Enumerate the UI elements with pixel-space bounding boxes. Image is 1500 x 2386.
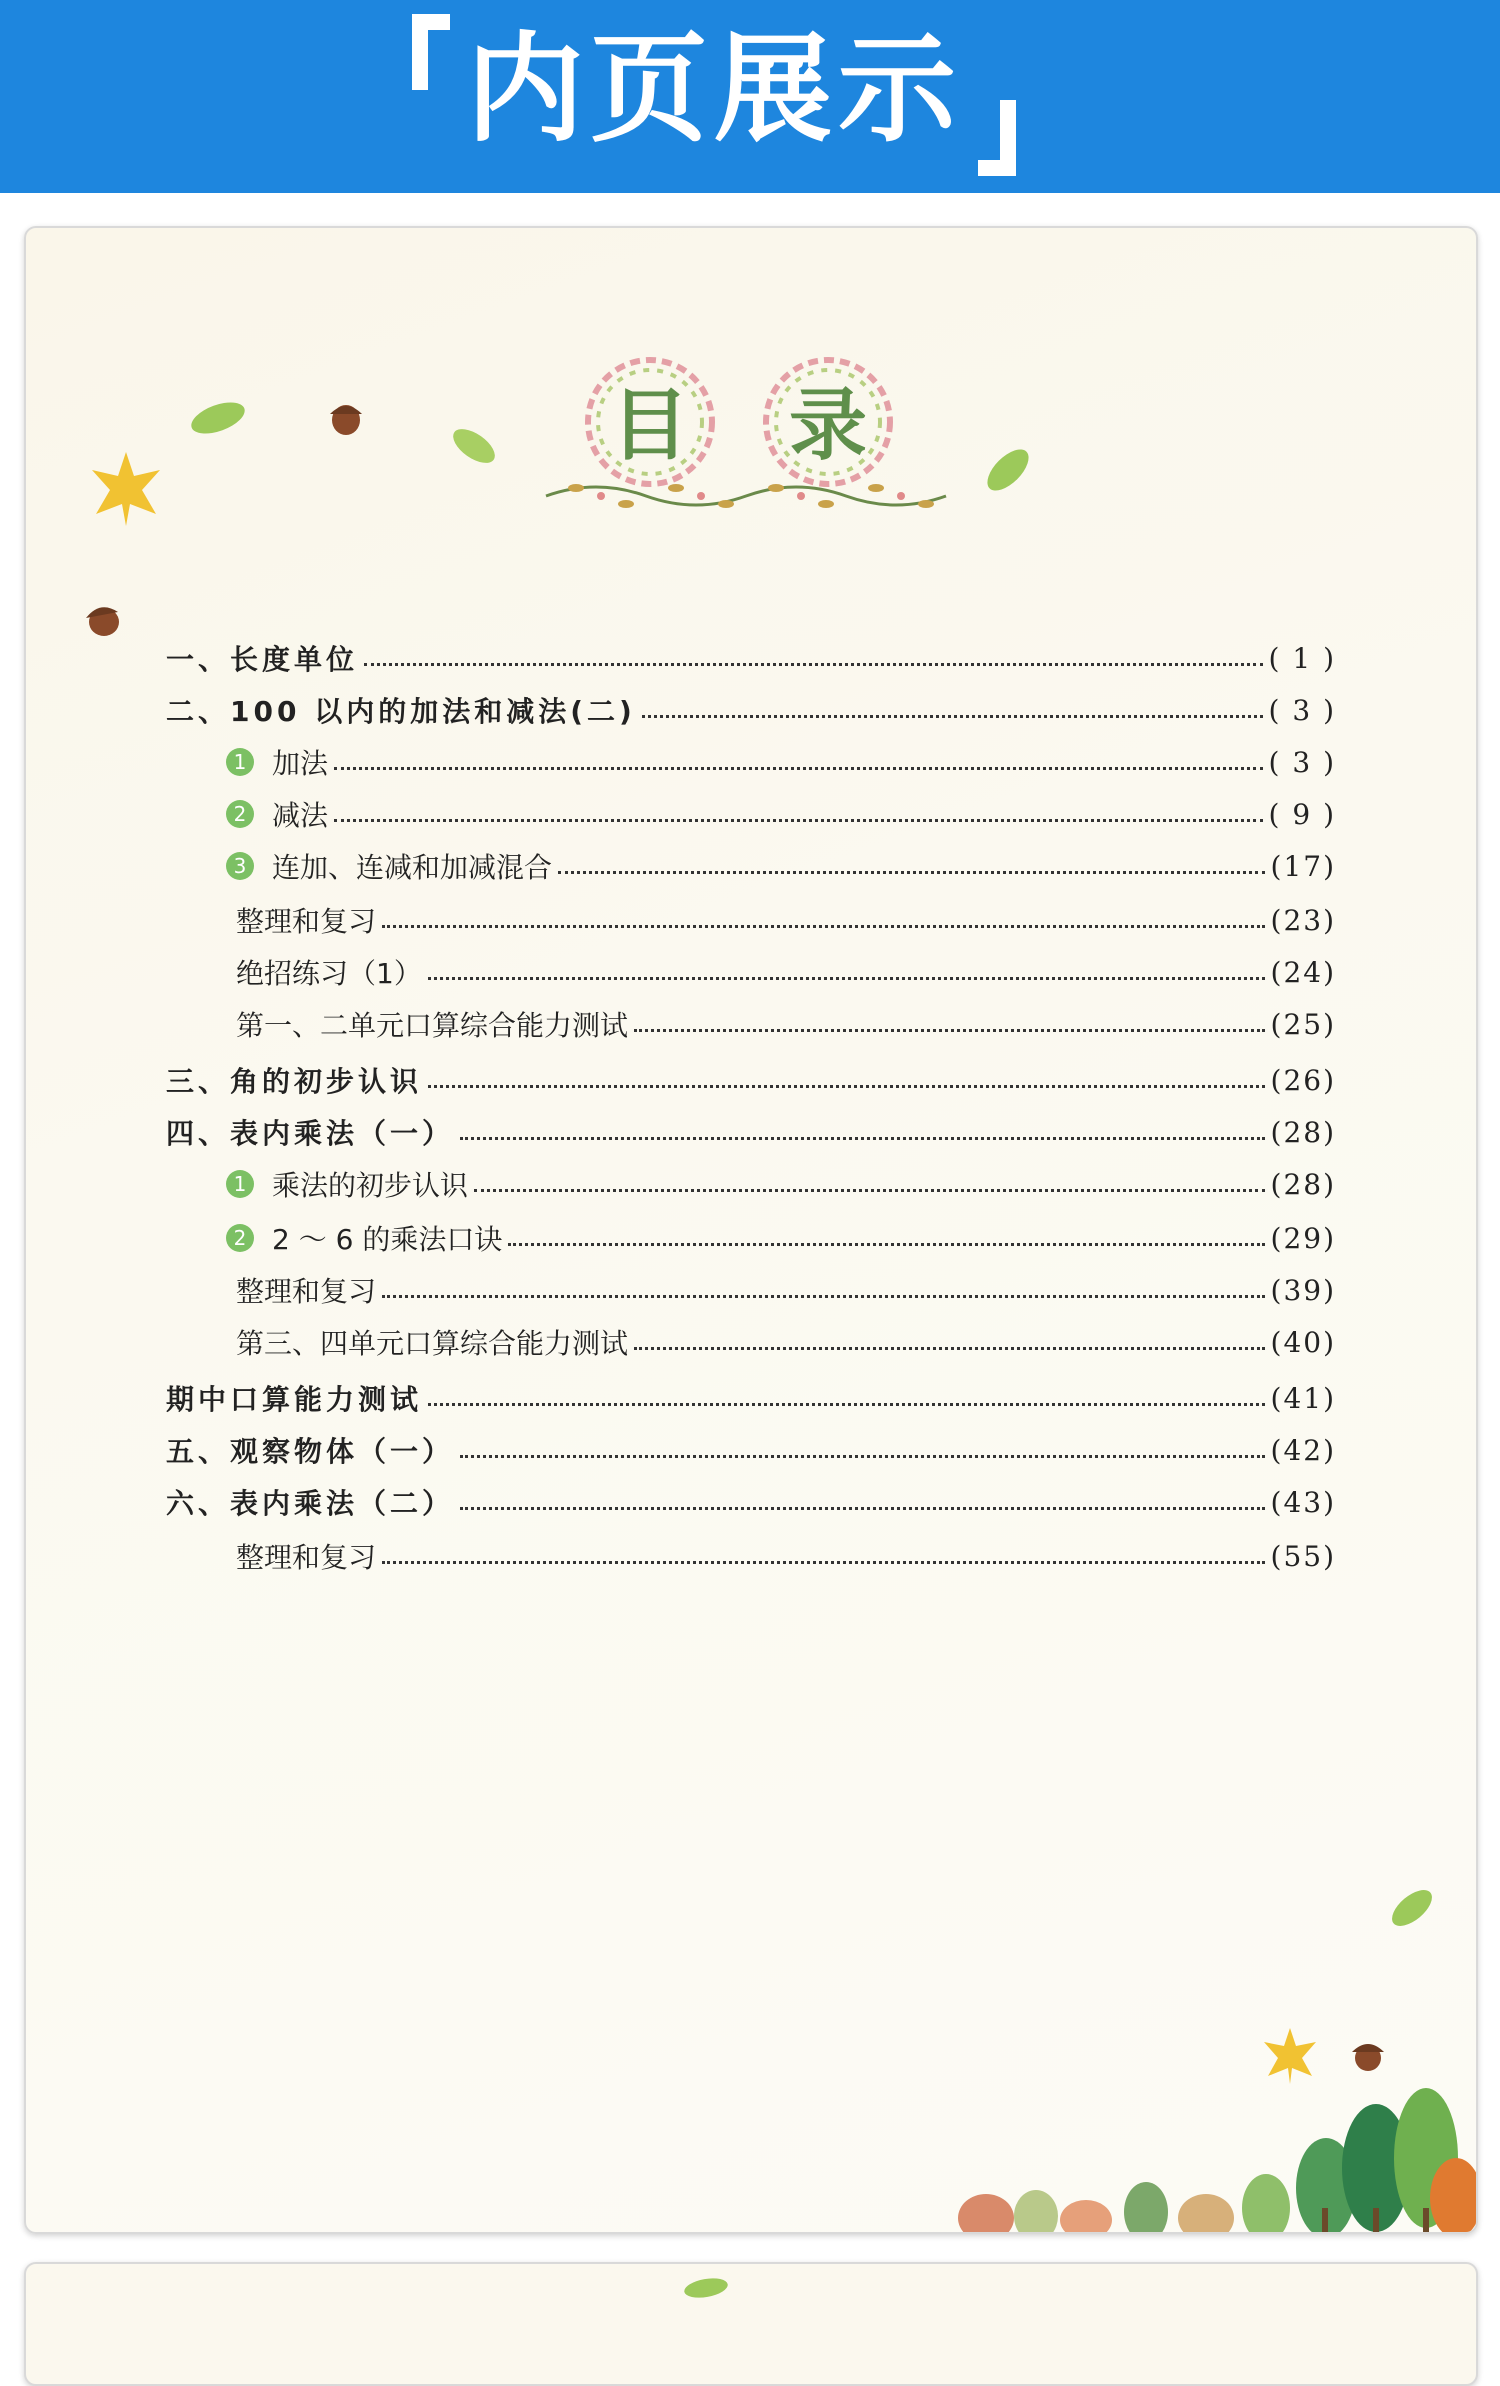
heading-char-lu: 录 xyxy=(788,381,867,471)
toc-row[interactable] xyxy=(166,638,1336,678)
toc-row[interactable] xyxy=(226,846,1336,886)
dot-leader xyxy=(558,871,1265,874)
toc-row[interactable] xyxy=(236,1536,1336,1576)
section-number-badge: 2 xyxy=(226,800,254,828)
toc-entry-label: 期中口算能力测试 xyxy=(166,1383,423,1416)
forest-illustration-icon xyxy=(956,2058,1476,2232)
banner-title: 内页展示 xyxy=(466,20,963,158)
toc-entry-label: 2 ～ 6 的乘法口诀 xyxy=(272,1223,503,1256)
toc-row[interactable] xyxy=(236,1322,1336,1362)
toc-entry-label: 第一、二单元口算综合能力测试 xyxy=(236,1009,629,1042)
toc-entry-label: 整理和复习 xyxy=(236,905,377,938)
right-bracket-icon xyxy=(978,100,1016,176)
toc-row[interactable] xyxy=(226,1164,1336,1204)
toc-entry-label: 六、表内乘法（二） xyxy=(166,1487,455,1520)
toc-row[interactable] xyxy=(166,1112,1336,1152)
next-page-preview xyxy=(24,2262,1478,2386)
toc-row[interactable] xyxy=(166,690,1336,730)
toc-page-number: (25) xyxy=(1270,1007,1336,1041)
toc-page-number: (42) xyxy=(1270,1433,1336,1467)
toc-row[interactable] xyxy=(236,900,1336,940)
dot-leader xyxy=(460,1137,1265,1140)
dot-leader xyxy=(382,1561,1265,1564)
toc-entry-label: 整理和复习 xyxy=(236,1275,377,1308)
toc-page xyxy=(24,226,1478,2234)
heading-char-mu: 目 xyxy=(610,381,689,471)
toc-page-number: ( 3 ) xyxy=(1268,693,1336,727)
toc-entry-label: 连加、连减和加减混合 xyxy=(272,851,553,884)
toc-page-number: (28) xyxy=(1270,1167,1336,1201)
dot-leader xyxy=(460,1455,1265,1458)
toc-page-number: ( 3 ) xyxy=(1268,745,1336,779)
toc-entry-label: 第三、四单元口算综合能力测试 xyxy=(236,1327,629,1360)
toc-entry-label: 二、100 以内的加法和减法(二) xyxy=(166,695,636,728)
dot-leader xyxy=(428,977,1265,980)
leaf-icon xyxy=(676,2272,736,2302)
toc-row[interactable] xyxy=(226,794,1336,834)
left-bracket-icon xyxy=(412,14,450,90)
vine-ornament-icon xyxy=(536,474,956,514)
toc-page-number: (17) xyxy=(1270,849,1336,883)
toc-entry-label: 乘法的初步认识 xyxy=(272,1169,469,1202)
toc-page-number: ( 9 ) xyxy=(1268,797,1336,831)
dot-leader xyxy=(508,1243,1264,1246)
toc-page-number: ( 1 ) xyxy=(1268,641,1336,675)
leaf-icon xyxy=(1382,1882,1442,1934)
acorn-icon xyxy=(80,596,128,644)
toc-entry-label: 整理和复习 xyxy=(236,1541,377,1574)
toc-row[interactable] xyxy=(236,1270,1336,1310)
toc-page-number: (24) xyxy=(1270,955,1336,989)
toc-entry-label: 一、长度单位 xyxy=(166,643,359,676)
toc-entry-label: 三、角的初步认识 xyxy=(166,1065,423,1098)
toc-page-number: (28) xyxy=(1270,1115,1336,1149)
dot-leader xyxy=(428,1403,1265,1406)
dot-leader xyxy=(428,1085,1265,1088)
section-number-badge: 3 xyxy=(226,852,254,880)
toc-page-number: (29) xyxy=(1270,1221,1336,1255)
toc-page-number: (26) xyxy=(1270,1063,1336,1097)
toc-entry-label: 绝招练习（1） xyxy=(236,957,422,990)
toc-entry-label: 加法 xyxy=(272,747,329,780)
section-number-badge: 2 xyxy=(226,1224,254,1252)
acorn-icon xyxy=(322,392,370,440)
dot-leader xyxy=(642,715,1263,718)
toc-row[interactable] xyxy=(226,742,1336,782)
leaf-icon xyxy=(186,398,250,438)
toc-entry-label: 四、表内乘法（一） xyxy=(166,1117,455,1150)
section-number-badge: 1 xyxy=(226,1170,254,1198)
toc-row[interactable] xyxy=(166,1060,1336,1100)
leaf-icon xyxy=(446,424,502,468)
leaf-icon xyxy=(978,442,1038,498)
section-number-badge: 1 xyxy=(226,748,254,776)
dot-leader xyxy=(382,925,1265,928)
toc-row[interactable] xyxy=(236,1004,1336,1044)
dot-leader xyxy=(474,1189,1265,1192)
toc-page-number: (23) xyxy=(1270,903,1336,937)
toc-row[interactable] xyxy=(226,1218,1336,1258)
dot-leader xyxy=(460,1507,1265,1510)
toc-page-number: (40) xyxy=(1270,1325,1336,1359)
toc-row[interactable] xyxy=(166,1378,1336,1418)
dot-leader xyxy=(634,1347,1265,1350)
toc-page-number: (41) xyxy=(1270,1381,1336,1415)
toc-row[interactable] xyxy=(166,1430,1336,1470)
dot-leader xyxy=(382,1295,1265,1298)
dot-leader xyxy=(334,819,1263,822)
toc-entry-label: 减法 xyxy=(272,799,329,832)
maple-leaf-icon xyxy=(86,448,166,528)
dot-leader xyxy=(334,767,1263,770)
banner xyxy=(0,0,1500,193)
toc-entry-label: 五、观察物体（一） xyxy=(166,1435,455,1468)
dot-leader xyxy=(634,1029,1265,1032)
dot-leader xyxy=(364,663,1263,666)
toc-page-number: (39) xyxy=(1270,1273,1336,1307)
toc-page-number: (43) xyxy=(1270,1485,1336,1519)
toc-row[interactable] xyxy=(166,1482,1336,1522)
toc-page-number: (55) xyxy=(1270,1539,1336,1573)
toc-row[interactable] xyxy=(236,952,1336,992)
